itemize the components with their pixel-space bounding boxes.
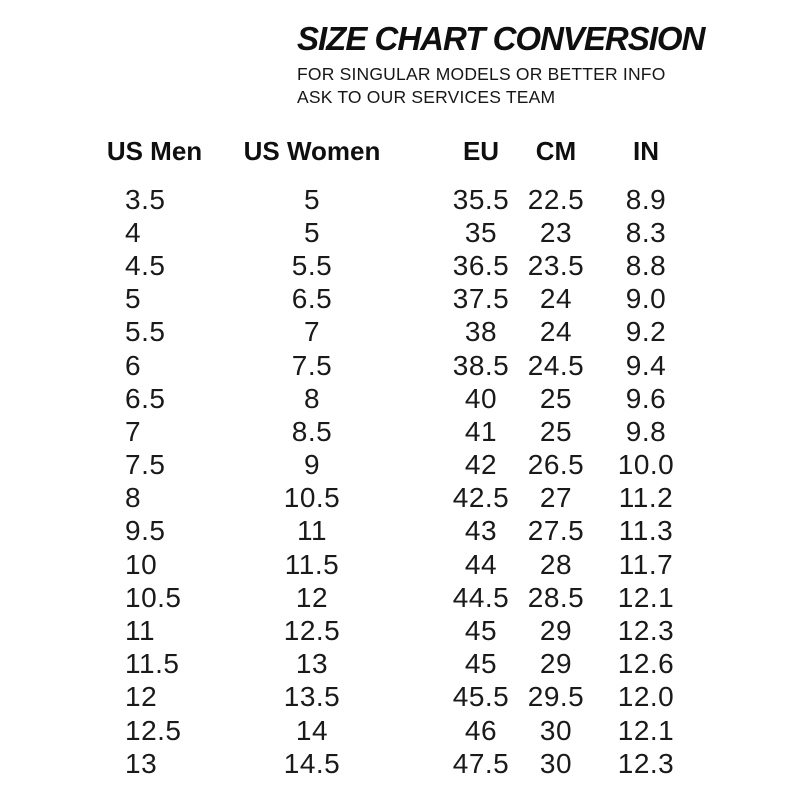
table-cell: 11.5 [284,548,340,580]
table-row [90,415,800,448]
size-conversion-table [0,136,800,780]
table-cell: 35 [464,216,498,248]
table-cell: 27.5 [527,515,585,547]
table-cell: 13 [295,648,329,680]
table-cell: 11.5 [125,648,180,680]
table-cell: 11.2 [618,482,674,514]
table-cell: 11 [296,515,328,547]
table-cell: 28.5 [527,581,585,613]
table-cell: 24 [539,316,573,348]
table-row [90,747,800,780]
table-cell: 29 [539,648,573,680]
table-cell: 36.5 [452,249,510,281]
table-cell: 5.5 [291,249,333,281]
subtitle-line-2: ASK TO OUR SERVICES TEAM [297,87,556,107]
table-row [90,249,800,282]
column-header-us-women: US Women [243,135,381,166]
table-cell: 9.6 [625,382,667,414]
table-row [90,382,800,415]
table-cell: 23 [539,216,573,248]
table-cell: 23.5 [527,249,585,281]
table-row [90,349,800,382]
table-cell: 6.5 [125,382,166,414]
table-cell: 8 [303,382,321,414]
table-cell: 47.5 [452,747,510,779]
column-header-cm: CM [535,135,577,166]
table-cell: 25 [539,382,573,414]
table-cell: 12.1 [617,714,675,746]
table-cell: 7.5 [291,349,333,381]
table-cell: 38.5 [452,349,510,381]
table-cell: 12.1 [617,581,675,613]
table-cell: 25 [539,415,573,447]
table-cell: 11.3 [618,515,674,547]
table-cell: 28 [539,548,573,580]
table-cell: 9.0 [625,283,667,315]
table-cell: 8.9 [625,183,667,215]
table-cell: 8.5 [291,415,333,447]
table-cell: 29.5 [527,681,585,713]
table-cell: 4.5 [125,249,166,281]
table-cell: 12.0 [617,681,675,713]
table-cell: 7.5 [125,449,166,481]
table-cell: 26.5 [527,449,585,481]
table-cell: 10.5 [283,482,341,514]
table-cell: 14 [295,714,329,746]
column-header-in: IN [633,135,659,166]
table-row [90,283,800,316]
table-cell: 30 [539,747,573,779]
table-cell: 40 [464,382,498,414]
table-cell: 27 [539,482,573,514]
table-cell: 5.5 [125,316,166,348]
table-cell: 24 [539,283,573,315]
table-row [90,581,800,614]
table-body [0,183,800,780]
table-cell: 7 [303,316,321,348]
table-row [90,548,800,581]
table-cell: 3.5 [125,183,166,215]
table-cell: 37.5 [452,283,510,315]
table-cell: 12.3 [617,615,675,647]
table-cell: 5 [303,216,321,248]
table-cell: 6.5 [291,283,333,315]
table-cell: 6 [125,349,142,381]
table-cell: 10.0 [617,449,675,481]
table-row [90,515,800,548]
page-subtitle [297,63,704,109]
table-cell: 45 [464,648,498,680]
table-cell: 12 [295,581,329,613]
table-row [90,648,800,681]
table-cell: 10.5 [125,581,182,613]
table-cell: 9.5 [125,515,166,547]
table-cell: 12 [125,681,158,713]
table-cell: 7 [125,415,142,447]
table-row [90,449,800,482]
table-cell: 5 [125,283,142,315]
table-cell: 13 [125,747,158,779]
table-cell: 43 [464,515,498,547]
table-row [90,183,800,216]
table-cell: 44.5 [452,581,510,613]
table-cell: 44 [464,548,498,580]
table-cell: 4 [125,216,142,248]
table-cell: 5 [303,183,321,215]
table-cell: 42 [464,449,498,481]
table-cell: 8.8 [625,249,667,281]
table-cell: 42.5 [452,482,510,514]
page-title: SIZE CHART CONVERSION [297,20,705,57]
table-cell: 11 [125,615,156,647]
table-cell: 41 [464,415,498,447]
table-cell: 12.5 [125,714,182,746]
table-cell: 30 [539,714,573,746]
table-cell: 9 [303,449,321,481]
table-cell: 8 [125,482,142,514]
table-cell: 10 [125,548,158,580]
table-cell: 14.5 [283,747,341,779]
table-cell: 8.3 [625,216,667,248]
column-header-eu: EU [462,135,500,166]
table-row [90,681,800,714]
heading-block [297,20,704,109]
table-cell: 9.2 [625,316,667,348]
table-cell: 11.7 [618,548,674,580]
table-row [90,714,800,747]
subtitle-line-1: FOR SINGULAR MODELS OR BETTER INFO [297,64,666,84]
table-cell: 12.6 [617,648,675,680]
table-cell: 35.5 [452,183,510,215]
table-cell: 9.4 [625,349,667,381]
table-cell: 29 [539,615,573,647]
table-cell: 12.3 [617,747,675,779]
table-row [90,316,800,349]
table-row [90,216,800,249]
table-row [90,614,800,647]
table-cell: 45 [464,615,498,647]
table-cell: 12.5 [283,615,341,647]
table-cell: 46 [464,714,498,746]
table-cell: 45.5 [452,681,510,713]
table-cell: 22.5 [527,183,585,215]
column-header-us-men: US Men [106,135,203,166]
table-cell: 24.5 [527,349,585,381]
table-cell: 13.5 [283,681,341,713]
table-cell: 9.8 [625,415,667,447]
table-cell: 38 [464,316,498,348]
table-header-row [90,136,800,166]
table-row [90,482,800,515]
